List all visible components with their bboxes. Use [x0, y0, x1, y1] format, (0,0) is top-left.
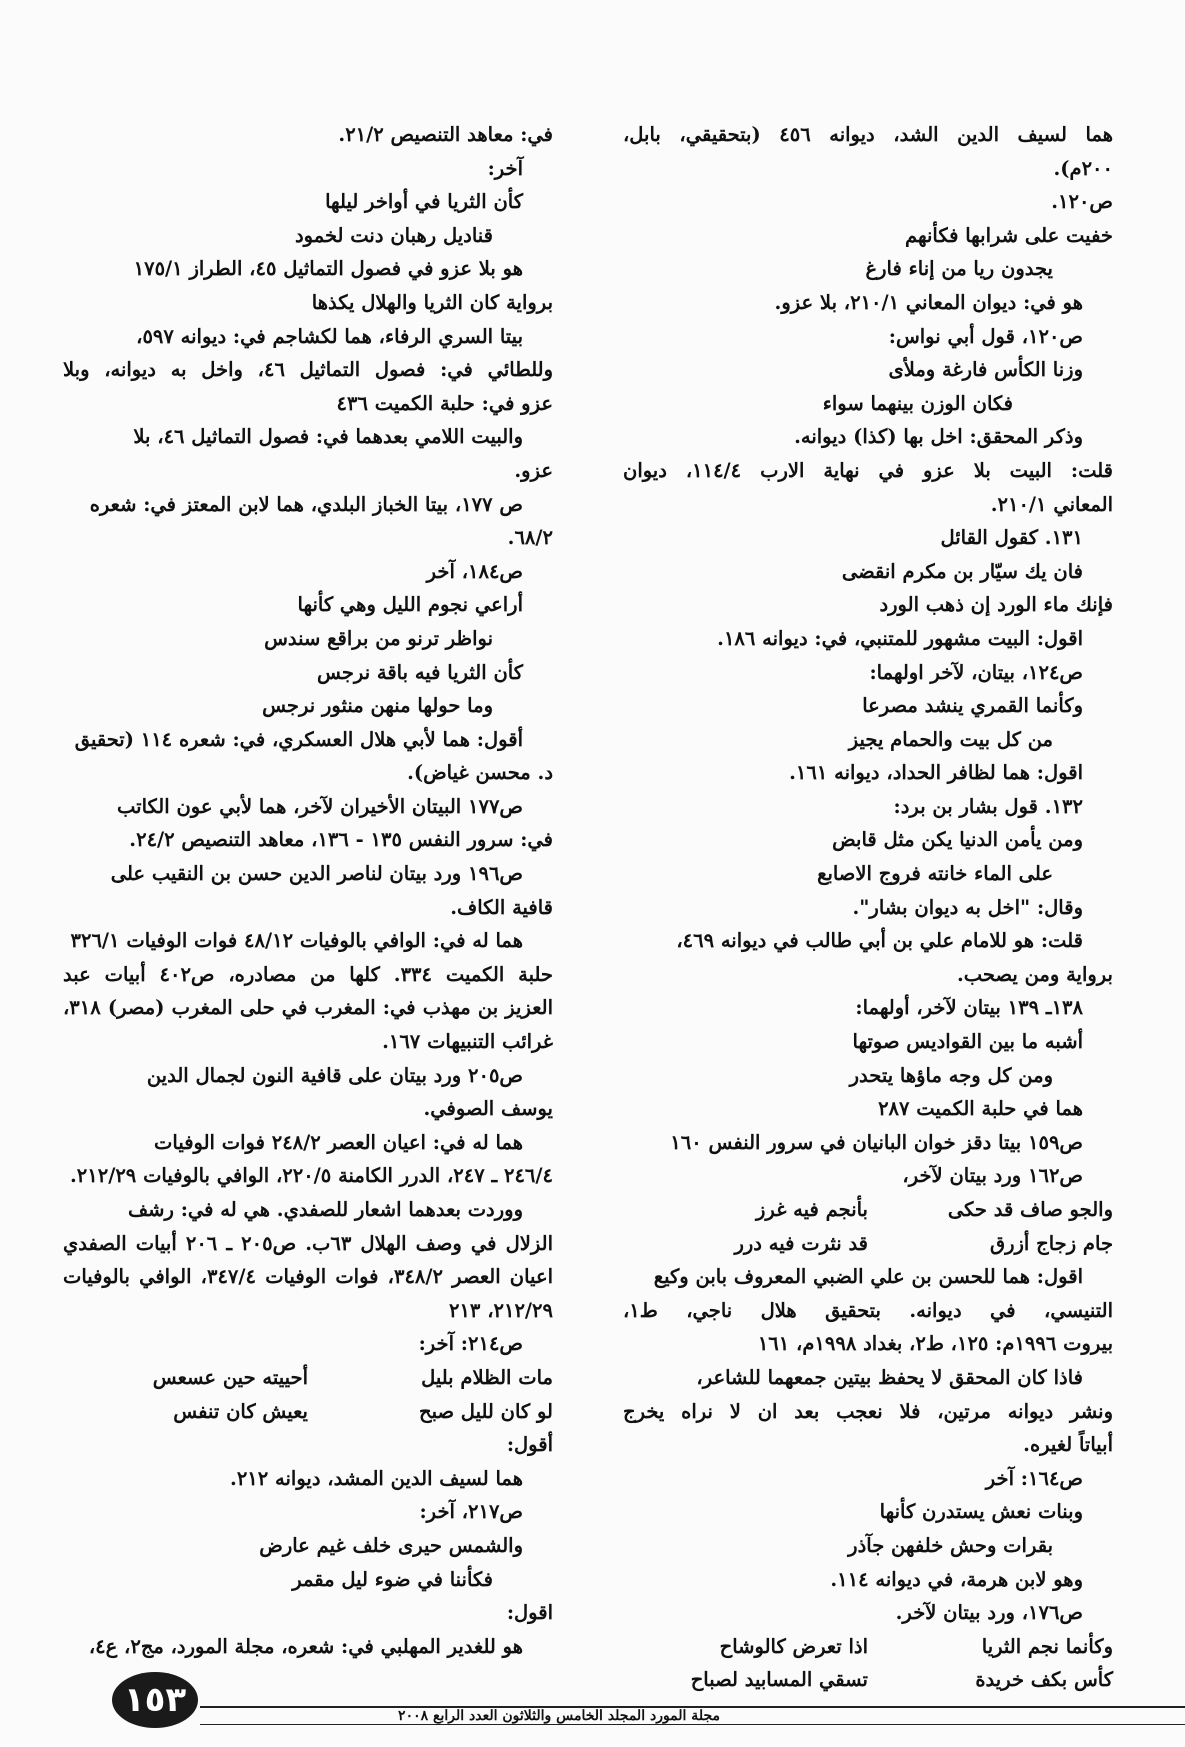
- footer-journal-title: مجلة المورد المجلد الخامس والثلاثون العدد الرابع ٢٠٠٨: [398, 1708, 720, 1724]
- text-line: نواظر ترنو من براقع سندس: [264, 626, 493, 650]
- hemistich-second: تسقي المسابيد لصباح: [690, 1668, 868, 1692]
- verse-pair: [63, 1361, 553, 1395]
- hemistich-first: لو كان لليل صبح: [418, 1399, 553, 1423]
- text-line: ص١٢٠، قول أبي نواس:: [888, 324, 1083, 348]
- text-line: ص١٢٤، بيتان، لآخر اولهما:: [869, 660, 1083, 684]
- text-line: ص١٥٩ بيتا دقز خوان البانيان في سرور النفس ١٦٠: [670, 1130, 1083, 1154]
- text-line: فكأننا في ضوء ليل مقمر: [292, 1567, 493, 1591]
- text-line: بقرات وحش خلفهن جآذر: [848, 1533, 1053, 1557]
- page-footer: [110, 1688, 1185, 1728]
- text-line: يجدون ريا من إناء فارغ: [865, 257, 1053, 281]
- text-line: عزو.: [514, 458, 553, 482]
- text-line: اقول: البيت مشهور للمتنبي، في: ديوانه ١٨٦.: [717, 626, 1083, 650]
- hemistich-second: أحييته حين عسعس: [152, 1365, 308, 1389]
- hemistich-second: يعيش كان تنفس: [173, 1399, 308, 1423]
- text-line: وزنا الكأس فارغة وملأى: [888, 358, 1083, 382]
- verse-pair: [623, 1630, 1113, 1664]
- text-line: وهو لابن هرمة، في ديوانه ١١٤.: [830, 1567, 1083, 1591]
- text-line: هما له في: الوافي بالوفيات ٤٨/١٢ فوات الوفيات ٣٢٦/١: [70, 929, 523, 953]
- hemistich-first: جام زجاج أزرق: [989, 1231, 1113, 1255]
- hemistich-first: والجو صاف قد حكى: [947, 1198, 1113, 1221]
- text-line: والشمس حيرى خلف غيم عارض: [259, 1533, 523, 1557]
- text-line: وللطائي في: فصول التماثيل ٤٦، واخل به ديوانه، وبلا: [63, 358, 553, 382]
- text-line: هو في: ديوان المعاني ٢١٠/١، بلا عزو.: [774, 290, 1083, 314]
- text-line: د. محسن غياض).: [407, 761, 553, 785]
- text-line: في: سرور النفس ١٣٥ - ١٣٦، معاهد التنصيص ٢٤/٢.: [129, 828, 553, 852]
- text-line: ووردت بعدهما اشعار للصفدي. هي له في: رشف: [127, 1198, 523, 1221]
- text-line: ص١٩٦ ورد بيتان لناصر الدين حسن بن النقيب على: [110, 862, 523, 886]
- text-line: ص٢١٤: آخر:: [418, 1332, 523, 1356]
- text-line: هما له في: اعيان العصر ٢٤٨/٢ فوات الوفيات: [154, 1130, 523, 1154]
- text-line: ٦٨/٢.: [507, 526, 553, 550]
- text-line: ١٣١. كقول القائل: [940, 526, 1083, 550]
- text-line: اقول: هما لظافر الحداد، ديوانه ١٦١.: [789, 761, 1083, 785]
- text-line: هما لسيف الدين الشد، ديوانه ٤٥٦ (بتحقيقي، بابل،: [623, 123, 1113, 146]
- text-line: بيروت ١٩٩٦م: ١٢٥، ط٢، بغداد ١٩٩٨م، ١٦١: [757, 1332, 1113, 1356]
- text-line: على الماء خانته فروج الاصابع: [817, 862, 1053, 886]
- text-line: ص١٦٢ ورد بيتان لآخر،: [902, 1164, 1083, 1188]
- text-line: من كل بيت والحمام يجيز: [848, 727, 1053, 751]
- text-line: خفيت على شرابها فكأنهم: [905, 223, 1113, 247]
- text-line: وذكر المحقق: اخل بها (كذا) ديوانه.: [794, 425, 1083, 449]
- text-line: كأن الثريا فيه باقة نرجس: [317, 660, 523, 684]
- text-line: أراعي نجوم الليل وهي كأنها: [297, 593, 523, 617]
- text-line: ٢٤٦/٤ ـ ٢٤٧، الدرر الكامنة ٢٢٠/٥، الوافي بالوفيات ٢١٢/٢٩.: [69, 1164, 553, 1188]
- left-text-column: [63, 118, 553, 1663]
- hemistich-first: مات الظلام بليل: [421, 1365, 553, 1389]
- text-line: ٢٠٠م).: [1053, 156, 1113, 180]
- text-line: ومن كل وجه ماؤها يتحدر: [849, 1063, 1053, 1087]
- text-line: أبياتاً لغيره.: [1023, 1433, 1113, 1457]
- text-line: ص٢٠٥ ورد بيتان على قافية النون لجمال الدين: [146, 1063, 523, 1087]
- text-line: ص١٨٤، آخر: [426, 559, 523, 583]
- verse-pair: [623, 1193, 1113, 1227]
- text-line: ص١٢٠.: [1051, 190, 1113, 214]
- hemistich-second: قد نثرت فيه درر: [734, 1231, 868, 1255]
- text-line: برواية ومن يصحب.: [956, 962, 1113, 986]
- right-text-column: [623, 118, 1113, 1697]
- hemistich-first: وكأنما نجم الثريا: [981, 1634, 1113, 1658]
- text-line: فاذا كان المحقق لا يحفظ بيتين جمعهما للشاعر،: [696, 1365, 1083, 1389]
- text-line: ١٣٢. قول بشار بن برد:: [893, 794, 1083, 818]
- footer-rule-thin: [200, 1724, 1185, 1725]
- text-line: برواية كان الثريا والهلال يكذها: [311, 290, 553, 314]
- text-line: ومن يأمن الدنيا يكن مثل قابض: [832, 828, 1083, 852]
- text-line: اقول: هما للحسن بن علي الضبي المعروف بابن وكيع: [653, 1265, 1083, 1289]
- text-line: يوسف الصوفي.: [423, 1097, 553, 1121]
- text-line: اعيان العصر ٣٤٨/٢، فوات الوفيات ٣٤٧/٤، الوافي بالوفيات: [63, 1265, 553, 1289]
- text-line: آخر:: [487, 156, 523, 180]
- text-line: بيتا السري الرفاء، هما لكشاجم في: ديوانه ٥٩٧،: [136, 324, 523, 348]
- text-line: فان يك سيّار بن مكرم انقضى: [841, 559, 1083, 583]
- text-line: غرائب التنبيهات ١٦٧.: [382, 1030, 553, 1054]
- text-line: ص٢١٧، آخر:: [419, 1500, 523, 1524]
- text-line: ونشر ديوانه مرتين، فلا نعجب بعد ان لا نراه يخرج: [623, 1399, 1113, 1423]
- text-line: ص١٧٧ البيتان الأخيران لآخر، هما لأبي عون الكاتب: [117, 794, 523, 818]
- text-line: حلبة الكميت ٣٣٤. كلها من مصادره، ص٤٠٢ أبيات عبد: [63, 962, 553, 986]
- text-line: ص ١٧٧، بيتا الخباز البلدي، هما لابن المعتز في: شعره: [89, 492, 523, 516]
- text-line: والبيت اللامي بعدهما في: فصول التماثيل ٤٦، بلا: [133, 425, 523, 449]
- text-line: قناديل رهبان دنت لخمود: [294, 223, 493, 247]
- text-line: هو بلا عزو في فصول التماثيل ٤٥، الطراز ١٧٥/١: [133, 257, 523, 281]
- text-line: هما لسيف الدين المشد، ديوانه ٢١٢.: [230, 1466, 523, 1490]
- text-line: هو للغدير المهلبي في: شعره، مجلة المورد، مج٢، ع٤،: [88, 1634, 523, 1658]
- text-line: وبنات نعش يستدرن كأنها: [879, 1500, 1083, 1524]
- hemistich-second: بأنجم فيه غرز: [756, 1198, 868, 1221]
- text-line: فكان الوزن بينهما سواء: [822, 391, 1013, 415]
- hemistich-second: اذا تعرض كالوشاح: [719, 1634, 868, 1658]
- text-line: اقول:: [506, 1601, 553, 1625]
- text-line: عزو في: حلبة الكميت ٤٣٦: [336, 391, 553, 415]
- text-line: هما في حلبة الكميت ٢٨٧: [878, 1097, 1083, 1121]
- text-line: وقال: "اخل به ديوان بشار".: [852, 895, 1083, 919]
- text-line: قافية الكاف.: [450, 895, 553, 919]
- text-line: فإنك ماء الورد إن ذهب الورد: [879, 593, 1113, 617]
- text-line: قلت: البيت بلا عزو في نهاية الارب ١١٤/٤، ديوان: [623, 458, 1113, 482]
- verse-pair: [623, 1227, 1113, 1261]
- text-line: الزلال في وصف الهلال ٦٣ب. ص٢٠٥ ـ ٢٠٦ أبيات الصفدي: [63, 1231, 553, 1255]
- text-line: ص١٧٦، ورد بيتان لآخر.: [895, 1601, 1083, 1625]
- text-line: المعاني ٢١٠/١.: [990, 492, 1113, 516]
- verse-pair: [63, 1395, 553, 1429]
- text-line: كأن الثريا في أواخر ليلها: [325, 190, 523, 214]
- text-line: ١٣٨ـ ١٣٩ بيتان لآخر، أولهما:: [855, 996, 1083, 1020]
- text-line: وكأنما القمري ينشد مصرعا: [862, 694, 1083, 718]
- page-number-badge: ١٥٣: [112, 1672, 198, 1728]
- text-line: أقول:: [506, 1433, 553, 1457]
- text-line: أشبه ما بين القواديس صوتها: [852, 1030, 1083, 1054]
- text-line: وما حولها منهن منثور نرجس: [262, 694, 493, 718]
- text-line: ص١٦٤: آخر: [985, 1466, 1083, 1490]
- hemistich-first: كأس بكف خريدة: [975, 1668, 1113, 1692]
- text-line: العزيز بن مهذب في: المغرب في حلى المغرب (مصر) ٣١٨،: [63, 996, 553, 1020]
- text-line: أقول: هما لأبي هلال العسكري، في: شعره ١١٤ (تحقيق: [74, 727, 523, 751]
- text-line: قلت: هو للامام علي بن أبي طالب في ديوانه ٤٦٩،: [676, 929, 1083, 953]
- text-line: في: معاهد التنصيص ٢١/٢.: [338, 123, 553, 146]
- text-line: التنيسي، في ديوانه. بتحقيق هلال ناجي، ط١،: [623, 1298, 1113, 1322]
- text-line: ٢١٢/٢٩، ٢١٣: [448, 1298, 553, 1322]
